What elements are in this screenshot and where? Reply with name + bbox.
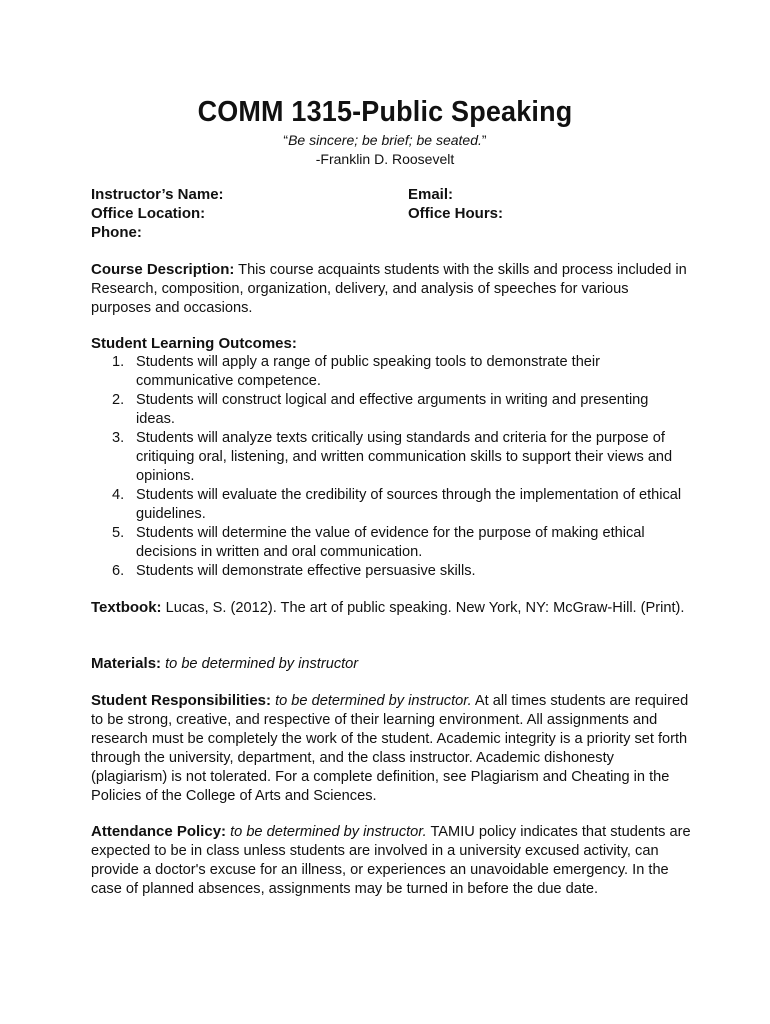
list-item-number: 6. [112, 563, 125, 579]
attendance-section [91, 822, 691, 899]
list-item [91, 524, 691, 562]
list-item [91, 391, 691, 429]
responsibilities-label: Student Responsibilities: [91, 692, 272, 709]
list-item-text: Students will evaluate the credibility of sources through the implementation of ethical guidelines. [136, 487, 682, 522]
course-description-label: Course Description: [91, 261, 235, 278]
quote-text: Be sincere; be brief; be seated. [288, 132, 482, 148]
attendance-text: TAMIU policy indicates that students are expected to be in class unless students are involved in a university excused activity, can provide a doctor's excuse for an illness, or experiences an unavoidable emergency. In the case of planned absences, assignments may be turned in before the due date. [91, 824, 691, 897]
attendance-label: Attendance Policy: [91, 823, 227, 840]
materials-section [91, 654, 691, 674]
responsibilities-text: At all times students are required to be strong, creative, and respective of their learning environment. All assignments and research must be completely the work of the student. Academic integrity is a priority set forth through the university, department, and the class instructor. Academic dishonesty (plagiarism) is not tolerated. For a complete definition, see Plagiarism and Cheating in the Policies of the College of Arts and Sciences. [91, 693, 689, 804]
materials-text: to be determined by instructor [165, 656, 359, 672]
list-item-text: Students will determine the value of evidence for the purpose of making ethical decisions in written and oral communication. [136, 525, 645, 560]
office-location-label: Office Location: [91, 205, 206, 222]
list-item-text: Students will apply a range of public speaking tools to demonstrate their communicative competence. [136, 354, 601, 389]
quote-close-mark: ” [481, 132, 487, 148]
responsibilities-italic: to be determined by instructor. [275, 693, 472, 709]
list-item-number: 1. [112, 354, 125, 370]
course-description-text: This course acquaints students with the skills and process included in Research, composition, organization, delivery, and analysis of speeches for various purposes and occasions. [91, 262, 687, 316]
epigraph-quote [0, 131, 770, 150]
email-label: Email: [408, 186, 454, 203]
list-item-number: 3. [112, 430, 125, 446]
textbook-label: Textbook: [91, 599, 162, 616]
textbook-section [91, 598, 691, 618]
list-item-text: Students will construct logical and effective arguments in writing and presenting ideas. [136, 392, 649, 427]
list-item [91, 429, 691, 486]
list-item [91, 353, 691, 391]
outcomes-list [91, 353, 691, 581]
phone-label: Phone: [91, 224, 142, 241]
list-item-text: Students will analyze texts critically using standards and criteria for the purpose of critiquing oral, listening, and written communication skills to support their views and opinions. [136, 430, 673, 484]
instructor-name-label: Instructor’s Name: [91, 186, 224, 203]
office-hours-label: Office Hours: [408, 205, 504, 222]
quote-author: -Franklin D. Roosevelt [315, 151, 455, 167]
attendance-italic: to be determined by instructor. [230, 824, 427, 840]
list-item [91, 562, 691, 581]
list-item-number: 5. [112, 525, 125, 541]
responsibilities-section [91, 691, 691, 806]
quote-open-mark: “ [283, 132, 289, 148]
list-item-number: 2. [112, 392, 125, 408]
page-title: COMM 1315-Public Speaking [197, 96, 573, 128]
list-item [91, 486, 691, 524]
materials-label: Materials: [91, 655, 162, 672]
list-item-number: 4. [112, 487, 125, 503]
textbook-text: Lucas, S. (2012). The art of public speaking. New York, NY: McGraw-Hill. (Print). [165, 600, 685, 616]
outcomes-heading: Student Learning Outcomes: [91, 335, 297, 352]
course-description [91, 260, 691, 318]
list-item-text: Students will demonstrate effective persuasive skills. [136, 563, 476, 579]
